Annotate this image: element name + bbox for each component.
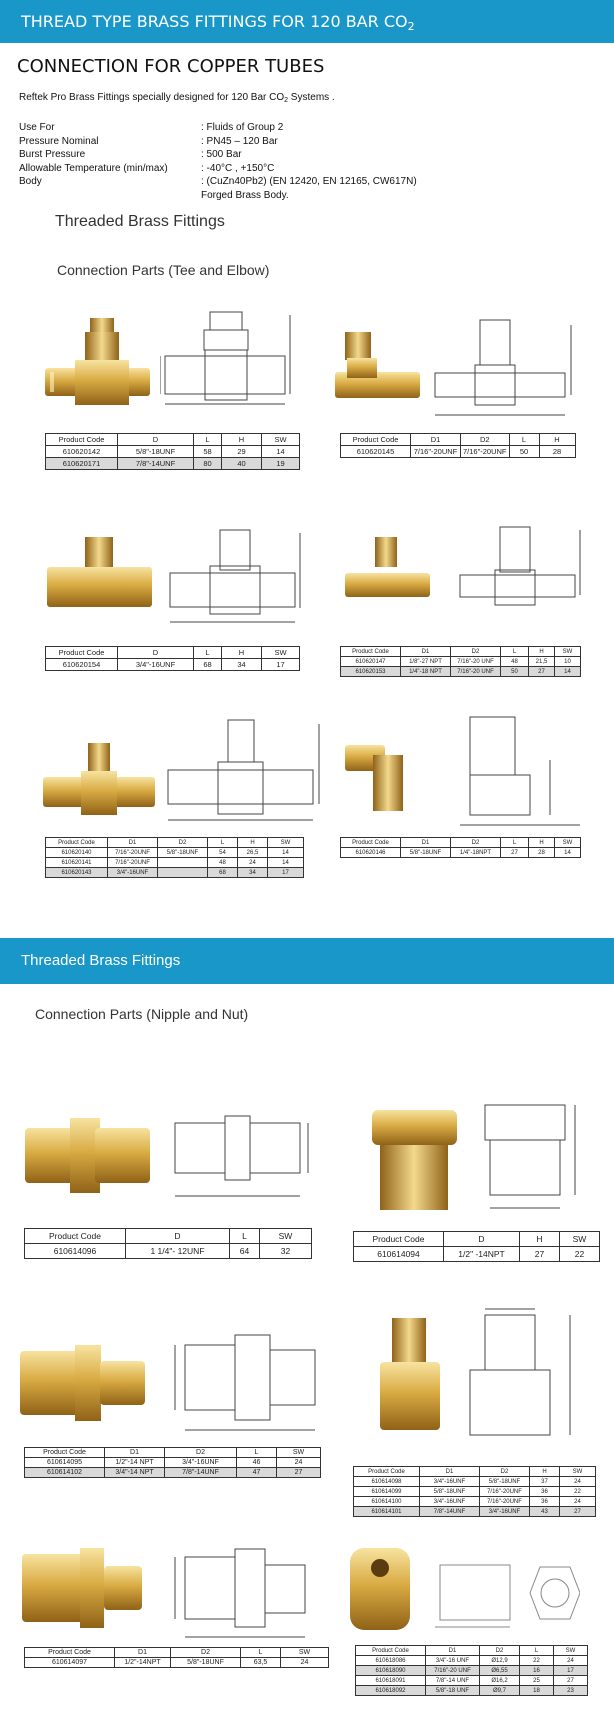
table-cell: Ø16,2 <box>480 1676 520 1686</box>
table-cell: 7/16"-20 UNF <box>451 657 501 667</box>
table-cell: 3/4"-16UNF <box>108 868 158 878</box>
table-cell: 1 1/4"- 12UNF <box>126 1244 230 1259</box>
spec-value: : 500 Bar <box>201 149 242 160</box>
column-header: L <box>194 434 222 446</box>
table-header-row <box>356 1646 588 1656</box>
table-cell: 610618086 <box>356 1656 426 1666</box>
table-cell: 610614097 <box>25 1658 115 1668</box>
table-cell: 17 <box>554 1666 588 1676</box>
table-cell: 610620145 <box>341 446 411 458</box>
column-header: L <box>230 1229 260 1244</box>
table-cell: 610614095 <box>25 1458 105 1468</box>
tee-drawing <box>165 528 305 628</box>
flare-nut-drawing <box>430 1555 580 1635</box>
table-cell: 16 <box>520 1666 554 1676</box>
column-header: L <box>520 1646 554 1656</box>
table-cell: 36 <box>530 1497 560 1507</box>
column-header: D <box>118 647 194 659</box>
table-cell: 22 <box>560 1247 600 1262</box>
table-cell: 27 <box>529 667 555 677</box>
column-header: L <box>501 838 529 848</box>
column-header: D1 <box>426 1646 480 1656</box>
table-row <box>46 848 304 858</box>
table-cell: 5/8"-18UNF <box>171 1658 241 1668</box>
column-header: D <box>118 434 194 446</box>
spec-table <box>24 1447 321 1478</box>
spec-label: Allowable Temperature (min/max) <box>19 162 168 174</box>
flare-nut-photo <box>350 1548 410 1630</box>
table-cell: 58 <box>194 446 222 458</box>
table-row <box>341 848 581 858</box>
table-cell: 50 <box>509 446 539 458</box>
spec-table <box>353 1231 600 1262</box>
column-header: H <box>238 838 268 848</box>
column-header: H <box>529 647 555 657</box>
spec-value: : PN45 – 120 Bar <box>201 135 278 147</box>
table-row <box>354 1247 600 1262</box>
column-header: SW <box>281 1648 329 1658</box>
column-header: D2 <box>158 838 208 848</box>
spec-table <box>45 433 300 470</box>
column-header: D2 <box>461 434 510 446</box>
tee-fitting-photo <box>345 537 430 617</box>
table-cell: 7/16"-20UNF <box>480 1487 530 1497</box>
spec-row <box>19 162 579 176</box>
table-row <box>356 1656 588 1666</box>
table-row <box>25 1244 312 1259</box>
table-cell: 27 <box>501 848 529 858</box>
parts-heading-tee-elbow: Connection Parts (Tee and Elbow) <box>57 262 270 278</box>
table-cell: 17 <box>262 659 300 671</box>
table-cell: 610614098 <box>354 1477 420 1487</box>
table-cell: 1/2" -14NPT <box>444 1247 520 1262</box>
reducer-nipple-photo <box>20 1343 145 1423</box>
table-cell: 28 <box>529 848 555 858</box>
elbow-drawing <box>455 715 585 830</box>
column-header: D1 <box>115 1648 171 1658</box>
table-cell: 28 <box>539 446 575 458</box>
spec-row <box>19 189 579 203</box>
column-header: Product Code <box>354 1232 444 1247</box>
table-cell: 22 <box>560 1487 596 1497</box>
table-cell: 610620147 <box>341 657 401 667</box>
table-row <box>341 657 581 667</box>
column-header: L <box>237 1448 277 1458</box>
table-cell: 610620154 <box>46 659 118 671</box>
column-header: Product Code <box>341 647 401 657</box>
spec-table <box>353 1466 596 1517</box>
spec-label <box>19 189 201 203</box>
column-header: Product Code <box>46 838 108 848</box>
column-header: L <box>501 647 529 657</box>
table-cell: 24 <box>281 1658 329 1668</box>
tee-fitting-photo <box>335 332 420 412</box>
table-cell: 3/4"-16UNF <box>420 1477 480 1487</box>
column-header: D1 <box>401 647 451 657</box>
table-cell: 5/8"-18UNF <box>118 446 194 458</box>
section-banner <box>0 938 614 984</box>
table-row <box>46 659 300 671</box>
table-cell: 7/16"-20 UNF <box>426 1666 480 1676</box>
spec-table <box>45 837 304 878</box>
spec-row <box>19 121 579 135</box>
table-cell: 23 <box>554 1686 588 1696</box>
female-adapter-photo <box>380 1318 440 1430</box>
table-cell: 37 <box>530 1477 560 1487</box>
table-cell: 14 <box>268 858 304 868</box>
spec-table <box>24 1647 329 1668</box>
column-header: D1 <box>411 434 461 446</box>
table-cell: 3/4"-16UNF <box>480 1507 530 1517</box>
column-header: Product Code <box>46 647 118 659</box>
table-cell: 24 <box>560 1497 596 1507</box>
column-header: SW <box>260 1229 312 1244</box>
table-header-row <box>25 1448 321 1458</box>
table-cell: 17 <box>268 868 304 878</box>
table-cell: 7/16"-20 UNF <box>451 667 501 677</box>
table-cell: 26,5 <box>238 848 268 858</box>
column-header: L <box>194 647 222 659</box>
table-cell: 34 <box>238 868 268 878</box>
spec-label: Pressure Nominal <box>19 135 99 147</box>
plug-fitting-photo <box>372 1110 457 1210</box>
table-cell: 14 <box>555 848 581 858</box>
table-row <box>356 1676 588 1686</box>
table-row <box>354 1477 596 1487</box>
table-cell: 7/8"-14UNF <box>165 1468 237 1478</box>
column-header: Product Code <box>25 1229 126 1244</box>
table-row <box>341 667 581 677</box>
table-row <box>46 868 304 878</box>
table-cell: 610614101 <box>354 1507 420 1517</box>
table-cell: 24 <box>238 858 268 868</box>
intro-subscript: 2 <box>284 97 289 104</box>
nipple-fitting-photo <box>25 1118 150 1193</box>
intro-text <box>19 92 335 104</box>
table-cell: 610620141 <box>46 858 108 868</box>
spec-table <box>340 837 581 858</box>
spec-row <box>19 175 579 189</box>
column-header: D1 <box>401 838 451 848</box>
elbow-fitting-photo <box>345 735 415 815</box>
table-header-row <box>25 1648 329 1658</box>
parts-heading-nipple-nut: Connection Parts (Nipple and Nut) <box>35 1006 249 1022</box>
page-banner <box>0 0 614 43</box>
table-cell: 63,5 <box>241 1658 281 1668</box>
table-cell: 1/4"-18NPT <box>451 848 501 858</box>
column-header: D1 <box>105 1448 165 1458</box>
table-cell: 46 <box>237 1458 277 1468</box>
column-header: Product Code <box>25 1448 105 1458</box>
spec-value: : Fluids of Group 2 <box>201 122 284 133</box>
spec-value: : -40°C , +150°C <box>201 162 275 174</box>
table-cell: 5/8"-18UNF <box>158 848 208 858</box>
table-row <box>25 1658 329 1668</box>
table-cell: 54 <box>208 848 238 858</box>
table-header-row <box>46 838 304 848</box>
spec-list <box>19 121 579 202</box>
table-header-row <box>46 647 300 659</box>
table-row <box>354 1487 596 1497</box>
table-cell: 14 <box>268 848 304 858</box>
table-cell: 14 <box>555 667 581 677</box>
table-cell: 34 <box>222 659 262 671</box>
column-header: D1 <box>420 1467 480 1477</box>
column-header: D1 <box>108 838 158 848</box>
table-cell: 24 <box>277 1458 321 1468</box>
table-row <box>356 1666 588 1676</box>
table-cell: 64 <box>230 1244 260 1259</box>
table-cell: Ø6,55 <box>480 1666 520 1676</box>
table-cell: 10 <box>555 657 581 667</box>
column-header: L <box>208 838 238 848</box>
spec-table <box>24 1228 312 1259</box>
column-header: Product Code <box>46 434 118 446</box>
table-cell: 610614100 <box>354 1497 420 1507</box>
tee-drawing <box>425 315 575 420</box>
tee-fitting-photo <box>43 743 155 823</box>
table-cell: 610620171 <box>46 458 118 470</box>
table-cell: 3/4"-16UNF <box>165 1458 237 1468</box>
column-header: H <box>530 1467 560 1477</box>
spec-label: Body <box>19 176 42 187</box>
banner-title: Threaded Brass Fittings <box>21 952 181 969</box>
table-header-row <box>25 1229 312 1244</box>
table-cell: 3/4"-16UNF <box>420 1497 480 1507</box>
table-row <box>356 1686 588 1696</box>
column-header: SW <box>277 1448 321 1458</box>
table-cell: 32 <box>260 1244 312 1259</box>
table-cell: 610620142 <box>46 446 118 458</box>
table-cell: 22 <box>520 1656 554 1666</box>
column-header: D2 <box>480 1467 530 1477</box>
table-header-row <box>354 1232 600 1247</box>
reducer-nipple-photo <box>22 1548 142 1628</box>
table-cell: 610620146 <box>341 848 401 858</box>
table-cell: 610618091 <box>356 1676 426 1686</box>
tee-drawing <box>160 310 300 420</box>
table-cell: 36 <box>530 1487 560 1497</box>
spec-row <box>19 135 579 149</box>
table-cell: 610614094 <box>354 1247 444 1262</box>
column-header: D <box>444 1232 520 1247</box>
spec-table <box>45 646 300 671</box>
spec-label: Burst Pressure <box>19 149 86 160</box>
table-cell: 1/2"-14 NPT <box>105 1458 165 1468</box>
table-cell: 29 <box>222 446 262 458</box>
nipple-drawing <box>170 1098 310 1203</box>
table-cell: 1/8"-27 NPT <box>401 657 451 667</box>
table-cell: 24 <box>554 1656 588 1666</box>
table-cell: 80 <box>194 458 222 470</box>
table-cell <box>158 868 208 878</box>
tee-fitting-photo <box>45 318 150 418</box>
table-cell: 68 <box>208 868 238 878</box>
table-cell: 27 <box>277 1468 321 1478</box>
column-header: Product Code <box>356 1646 426 1656</box>
table-cell: 27 <box>520 1247 560 1262</box>
table-cell: 7/16"-20UNF <box>461 446 510 458</box>
table-cell: Ø9,7 <box>480 1686 520 1696</box>
table-cell: 610620140 <box>46 848 108 858</box>
table-cell: Ø12,9 <box>480 1656 520 1666</box>
column-header: SW <box>560 1467 596 1477</box>
table-cell: 18 <box>520 1686 554 1696</box>
column-header: Product Code <box>341 838 401 848</box>
column-header: SW <box>555 838 581 848</box>
table-cell: 21,5 <box>529 657 555 667</box>
column-header: H <box>222 647 262 659</box>
column-header: SW <box>554 1646 588 1656</box>
column-header: H <box>222 434 262 446</box>
column-header: D2 <box>165 1448 237 1458</box>
table-cell: 48 <box>208 858 238 868</box>
table-cell: 1/4"-18 NPT <box>401 667 451 677</box>
column-header: Product Code <box>354 1467 420 1477</box>
table-cell: 7/8"-14UNF <box>420 1507 480 1517</box>
column-header: D2 <box>451 647 501 657</box>
table-cell: 5/8"-18 UNF <box>426 1686 480 1696</box>
table-cell: 1/2"-14NPT <box>115 1658 171 1668</box>
table-cell: 610618090 <box>356 1666 426 1676</box>
spec-label: Use For <box>19 122 55 133</box>
table-header-row <box>341 838 581 848</box>
table-cell: 3/4"-14 NPT <box>105 1468 165 1478</box>
column-header: SW <box>268 838 304 848</box>
column-header: L <box>509 434 539 446</box>
column-header: SW <box>262 434 300 446</box>
table-row <box>25 1468 321 1478</box>
spec-table <box>340 646 581 677</box>
reducer-nipple-drawing <box>165 1320 325 1440</box>
table-cell: 7/8"-14 UNF <box>426 1676 480 1686</box>
table-cell: 610618092 <box>356 1686 426 1696</box>
table-cell: 610614099 <box>354 1487 420 1497</box>
column-header: D2 <box>480 1646 520 1656</box>
banner-subscript: 2 <box>407 20 415 33</box>
banner-title: THREAD TYPE BRASS FITTINGS FOR 120 BAR CO <box>21 12 408 31</box>
table-row <box>25 1458 321 1468</box>
subheading: Threaded Brass Fittings <box>55 213 225 230</box>
tee-drawing <box>455 525 585 620</box>
table-header-row <box>341 434 576 446</box>
table-cell: 7/16"-20UNF <box>108 848 158 858</box>
column-header: L <box>241 1648 281 1658</box>
plug-drawing <box>470 1100 580 1215</box>
table-row <box>46 858 304 868</box>
spec-table <box>340 433 576 458</box>
table-cell: 610620153 <box>341 667 401 677</box>
table-row <box>46 446 300 458</box>
table-cell: 7/16"-20UNF <box>108 858 158 868</box>
spec-row <box>19 148 579 162</box>
reducer-nipple-drawing <box>165 1535 320 1645</box>
table-cell: 5/8"-18UNF <box>480 1477 530 1487</box>
table-cell: 50 <box>501 667 529 677</box>
column-header: SW <box>555 647 581 657</box>
column-header: D2 <box>451 838 501 848</box>
column-header: SW <box>262 647 300 659</box>
column-header: SW <box>560 1232 600 1247</box>
table-row <box>354 1507 596 1517</box>
table-row <box>341 446 576 458</box>
intro-end: Systems . <box>288 92 335 103</box>
table-cell: 3/4"-16UNF <box>118 659 194 671</box>
section-heading: CONNECTION FOR COPPER TUBES <box>17 56 325 77</box>
spec-table <box>355 1645 588 1696</box>
table-cell: 610620143 <box>46 868 108 878</box>
table-header-row <box>354 1467 596 1477</box>
table-cell: 47 <box>237 1468 277 1478</box>
table-cell: 610614102 <box>25 1468 105 1478</box>
table-header-row <box>46 434 300 446</box>
table-cell: 25 <box>520 1676 554 1686</box>
column-header: H <box>520 1232 560 1247</box>
spec-value: Forged Brass Body. <box>201 189 289 201</box>
column-header: Product Code <box>341 434 411 446</box>
table-cell: 5/8"-18UNF <box>401 848 451 858</box>
table-cell: 610614096 <box>25 1244 126 1259</box>
column-header: D2 <box>171 1648 241 1658</box>
table-header-row <box>341 647 581 657</box>
table-cell: 3/4"-16 UNF <box>426 1656 480 1666</box>
table-cell: 40 <box>222 458 262 470</box>
table-row <box>46 458 300 470</box>
column-header: Product Code <box>25 1648 115 1658</box>
table-cell: 7/16"-20UNF <box>411 446 461 458</box>
column-header: D <box>126 1229 230 1244</box>
table-cell: 43 <box>530 1507 560 1517</box>
column-header: H <box>529 838 555 848</box>
table-cell: 19 <box>262 458 300 470</box>
table-cell: 27 <box>554 1676 588 1686</box>
table-cell: 5/8"-18UNF <box>420 1487 480 1497</box>
tee-fitting-photo <box>47 537 152 617</box>
table-row <box>354 1497 596 1507</box>
table-cell: 27 <box>560 1507 596 1517</box>
table-cell: 14 <box>262 446 300 458</box>
intro-main: Reftek Pro Brass Fittings specially designed for 120 Bar CO <box>19 92 285 103</box>
table-cell: 68 <box>194 659 222 671</box>
tee-drawing <box>163 718 323 828</box>
table-cell: 7/16"-20UNF <box>480 1497 530 1507</box>
column-header: H <box>539 434 575 446</box>
table-cell <box>158 858 208 868</box>
table-cell: 48 <box>501 657 529 667</box>
female-adapter-drawing <box>455 1305 585 1445</box>
table-cell: 7/8"-14UNF <box>118 458 194 470</box>
table-cell: 24 <box>560 1477 596 1487</box>
spec-value: : (CuZn40Pb2) (EN 12420, EN 12165, CW617N) <box>201 176 417 187</box>
